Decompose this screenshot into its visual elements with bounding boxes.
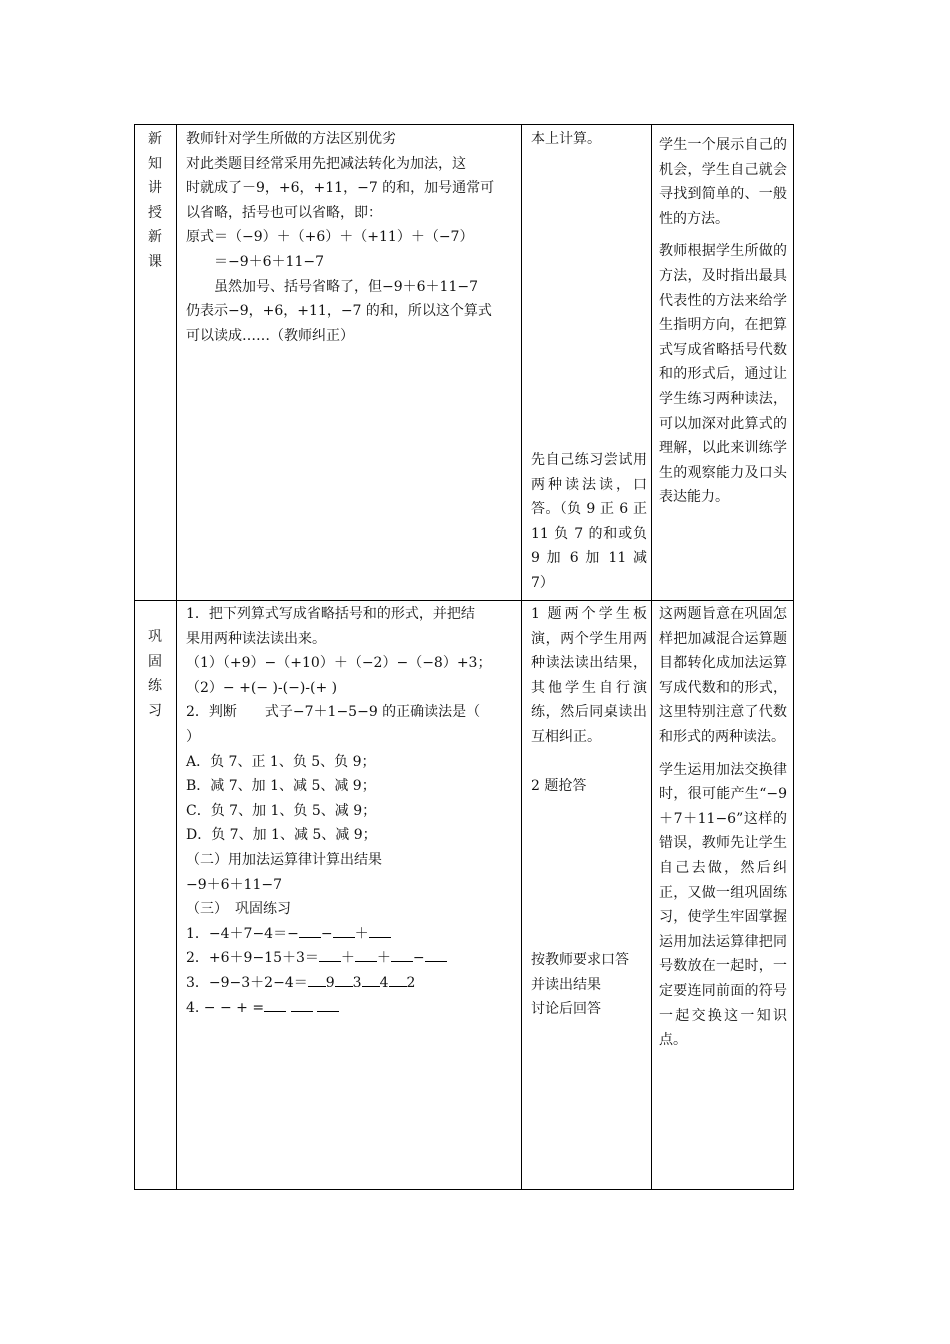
student-activity-bottom	[531, 448, 647, 596]
teacher-line: 以省略，括号也可以省略，即：	[186, 204, 382, 221]
teacher-line: 原式＝（−9）＋（+6）＋（+11）＋（−7）	[186, 229, 474, 246]
student-activity-practice-mid	[531, 774, 647, 799]
teacher-line: A．负 7、正 1、负 5、负 9；	[186, 753, 376, 770]
teacher-line: ）	[186, 728, 200, 745]
teacher-line: 时就成了－9，+6，+11，−7 的和，加号通常可	[186, 180, 495, 197]
student-text: 先自己练习尝试用两种读法读，口答。（负 9 正 6 正 11 负 7 的和或负 9 加 6 加 11 减 7）	[531, 452, 647, 591]
design-intent-new-lesson	[659, 133, 787, 510]
teacher-line: ＝−9＋6＋11−7	[214, 253, 324, 270]
teacher-line: 对此类题目经常采用先把减法转化为加法，这	[186, 155, 466, 172]
exercise-4: 4. − − + =	[186, 996, 516, 1021]
intent-paragraph: 学生一个展示自己的机会，学生自己就会寻找到简单的、一般性的方法。	[659, 137, 787, 227]
teacher-activity-new-lesson	[186, 127, 516, 348]
student-text: 2 题抢答	[531, 778, 587, 794]
section-label-text: 巩固练习	[148, 629, 162, 719]
teacher-line: B．减 7、加 1、减 5、减 9；	[186, 778, 376, 795]
teacher-line: 仍表示−9，+6，+11，−7 的和，所以这个算式	[186, 303, 492, 320]
row-divider	[135, 600, 793, 601]
teacher-line: 虽然加号、括号省略了，但−9＋6＋11−7	[214, 278, 478, 295]
intent-paragraph: 学生运用加法交换律时，很可能产生“−9＋7＋11−6”这样的错误，教师先让学生自己去做，然后纠正，又做一组巩固练习，使学生牢固掌握运用加法运算律把同号数放在一起时，一定要连同前面的符号一起交换这一知识点。	[659, 761, 787, 1049]
teacher-line: 果用两种读法读出来。	[186, 630, 326, 647]
student-text: 并读出结果	[531, 976, 601, 993]
teacher-line: −9＋6＋11−7	[186, 876, 282, 893]
intent-paragraph: 这两题旨意在巩固怎样把加减混合运算题目都转化成加法运算写成代数和的形式，这里特别注意了代数和形式的两种读法。	[659, 606, 787, 745]
column-divider	[521, 125, 522, 1189]
teacher-line: C．负 7、加 1、负 5、减 9；	[186, 802, 377, 819]
teacher-line: 2．判断 式子−7＋1−5−9 的正确读法是（	[186, 704, 481, 721]
exercise-1: 1．−4＋7−4＝− − ＋	[186, 922, 516, 947]
section-label-new-lesson	[145, 127, 165, 274]
section-label-practice	[145, 625, 165, 723]
teacher-line: （三） 巩固练习	[186, 901, 291, 918]
teacher-line: （1）（+9）−（+10）＋（−2）−（−8）+3；	[186, 655, 492, 672]
section-label-text: 新知讲授新课	[148, 131, 162, 270]
exercise-2: 2．+6＋9−15＋3＝ ＋ ＋ −	[186, 946, 516, 971]
teacher-line: 1．把下列算式写成省略括号和的形式，并把结	[186, 606, 475, 622]
lesson-table	[134, 124, 794, 1190]
student-activity-practice-bottom	[531, 948, 647, 1022]
student-text: 1 题两个学生板演，两个学生用两种读法读出结果，其他学生自行演练，然后同桌读出互相纠正。	[531, 606, 647, 745]
teacher-line: （二）用加法运算律计算出结果	[186, 851, 382, 868]
student-text: 本上计算。	[531, 131, 601, 147]
teacher-activity-practice	[186, 602, 516, 1020]
student-text: 讨论后回答	[531, 1001, 601, 1018]
intent-paragraph: 教师根据学生所做的方法，及时指出最具代表性的方法来给学生指明方向，在把算式写成省略括号代数和的形式后，通过让学生练习两种读法，可以加深对此算式的理解，以此来训练学生的观察能力及口头表达能力。	[659, 243, 787, 506]
teacher-line: （2）− +(− )-(−)-(+ )	[186, 679, 338, 696]
exercise-3: 3．−9−3＋2−4＝ 9 3 4 2	[186, 971, 516, 996]
teacher-line: D．负 7、加 1、减 5、减 9；	[186, 827, 377, 844]
design-intent-practice	[659, 602, 787, 1053]
student-activity-practice-top	[531, 602, 647, 750]
column-divider	[651, 125, 652, 1189]
teacher-line: 可以读成……（教师纠正）	[186, 327, 354, 344]
student-text: 按教师要求口答	[531, 952, 629, 968]
column-divider	[176, 125, 177, 1189]
teacher-line: 教师针对学生所做的方法区别优劣	[186, 131, 396, 147]
student-activity-top	[531, 127, 647, 152]
